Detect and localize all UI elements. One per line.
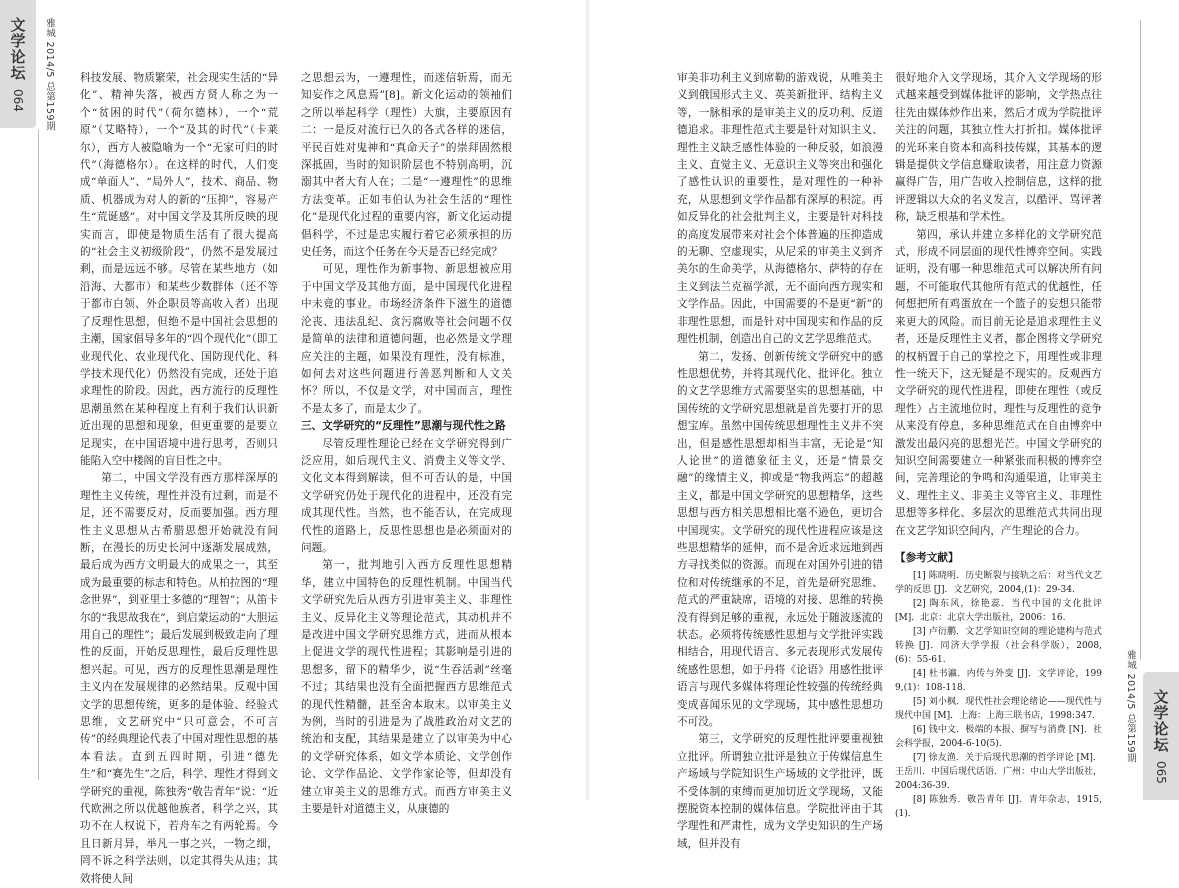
paragraph: 科技发展、物质繁荣，社会现实生活的“异化”、精神失落，被西方贤人称之为一个“贫困的时代”（荷尔德林），一个“荒原”（艾略特），一个“及其的时代”（卡莱尔），西方人被隐喻为一个“无家可归的时代”（海德格尔）。在这样的时代，人们变成“单面人”、“局外人”，技术、商品、物质、机器成为对人的新的“压抑”，容易产生“荒诞感”。对中国文学及其所反映的现实而言，即使是物质生活有了很大提高的“社会主义初级阶段”，仍然不是发展过剩，而是远远不够。尽管在某些地方（如沿海、大都市）和某些少数群体（还不等于都市白领、外企职员等高收入者）出现了反理性思想，但绝不是中国社会思想的主潮，国家倡导多年的“四个现代化”（即工业现代化、农业现代化、国防现代化、科学技术现代化）仍然没有完成，还处于追求理性的阶段。因此，西方流行的反理性思潮虽然在某种程度上有利于我们认识新近出现的思想和现象，但更重要的是要立足现实，在中国语境中进行思考，否则只能陷入空中楼阁的盲目性之中。	[80, 72, 278, 467]
journal-title: 文学论坛	[1151, 688, 1170, 753]
paragraph: 之思想云为，一遵理性，而迷信斩焉，而无知妄作之风息焉”[8]。新文化运动的领袖们之所以举起科学（理性）大旗，主要原因有二：一是反对流行已久的各式各样的迷信，平民百姓对鬼神和“真命天子”的崇拜固然根深抵固，当时的知识阶层也不特别高明，沉溺其中者大有人在；二是“一遵理性”的思维方法变革。正如韦伯认为社会生活的“理性化”是现代化过程的重要内容，新文化运动提倡科学，不过是忠实履行着它必须承担的历史任务，而这个任务在今天是否已经完成？	[301, 72, 512, 259]
journal-title: 文学论坛	[8, 16, 27, 81]
reference-item: [1] 陈晓明．历史断裂与接轨之后：对当代文艺学的反思 [J]．文艺研究，2004,(1)：29-34.	[895, 571, 1102, 596]
side-divider	[1140, 20, 1141, 660]
paragraph: 审美非功利主义到席勒的游戏说，从唯美主义到俄国形式主义、英美新批评、结构主义等，一脉相承的是审美主义的反功利、反道德追求。非理性范式主要是针对知识主义、理性主义缺乏感性体验的一种反驳，如浪漫主义、直觉主义、无意识主义等突出和强化了感性认识的重要性，是对理性的一种补充，从思想到文学作品都有深厚的积淀。再如反异化的社会批判主义，主要是针对科技的高度发展带来对社会个体普遍的压抑造成的无聊、空虚现实，从尼采的审美主义到齐美尔的生命美学，从海德格尔、萨特的存在主义到法兰克福学派，无不面向西方现实和文学作品。因此，中国需要的不是更“新”的非理性思想，而是针对中国现实和作品的反理性机制，创造出自己的文艺学思维范式。	[677, 72, 883, 346]
side-divider	[38, 130, 39, 780]
reference-item: [8] 陈独秀．敬告青年 [J]．青年杂志，1915,(1).	[895, 795, 1102, 820]
reference-item: [7] 徐友渔．关于后现代思潮的哲学评论 [M]．王岳川．中国后现代话语．广州：中山大学出版社，2004:36-39.	[895, 753, 1103, 792]
page-number: 065	[1154, 760, 1168, 784]
text-column-3	[677, 70, 883, 853]
paragraph: 第四，承认并建立多样化的文学研究范式，形成不同层面的现代性博弈空间。实践证明，没有哪一种思维范式可以解决所有问题，不可能取代其他所有范式的优越性，任何想把所有鸡蛋放在一个篮子的妄想只能带来更大的风险。而目前无论是追求理性主义者，还是反理性主义者，都企图将文学研究的权柄置于自己的掌控之下，用理性或非理性一统天下，这无疑是不现实的。反观西方文学研究的现代性进程，即使在理性（或反理性）占主流地位时，理性与反理性的竞争从来没有停息，多种思维范式在自由博弈中激发出最闪亮的思想光芒。中国文学研究的知识空间需要建立一种紧张而积极的博弈空间，完善理论的争鸣和沟通渠道，让审美主义、理性主义、非美主义等官主义、非理性思想等多样化、多层次的思维范式共同出现在文艺学知识空间内，产生理论的合力。	[895, 228, 1102, 537]
issue-line	[1123, 650, 1137, 763]
paragraph: 第二，中国文学没有西方那样深厚的理性主义传统，理性并没有过剩，而是不足，还不需要反对，反而要加强。西方理性主义思想从古希腊思想开始就没有间断，在漫长的历史长河中逐渐发展成熟，最后成为西方文明最大的成果之一，其至成为最重要的标志和特色。从柏拉图的“理念世界”，到亚里士多德的“理智”；从笛卡尔的“我思故我在”，到启蒙运动的“大胆运用自己的理性”；最后发展到极致走向了理性的反面，开始反思理性，最后反理性思想兴起。可见，西方的反理性思潮是理性主义内在发展规律的必然结果。反观中国文学的思想传统，更多的是体验、经验式思维，文艺研究中“只可意会，不可言传”的经典理论代表了中国对理性思想的基本看法。直到五四时期，引进“德先生”和“赛先生”之后，科学、理性才得到文学研究的重视，陈独秀“敬告青年”说：“近代欧洲之所以优越他族者，科学之兴，其功不在人权说下，若舟车之有两轮焉。今且日新月异，举凡一事之兴，一物之细，罔不诉之科学法则，以定其得失从违；其效将使人间	[80, 472, 278, 885]
issue-text: 2014/5 总第159期	[44, 41, 55, 132]
text-column-2	[301, 70, 512, 818]
reference-item: [2] 陶东风，徐艳蕊．当代中国的文化批评 [M]．北京：北京大学出版社，2006：16.	[895, 599, 1102, 624]
issue-text: 2014/5 总第159期	[1125, 673, 1136, 764]
journal-tab	[0, 0, 36, 128]
paragraph: 很好地介入文学现场，其介入文学现场的形式越来越受到媒体批评的影响，文学热点往往先由媒体炒作出来，然后才成为学院批评关注的问题，其独立性大打折扣。媒体批评的光环来自资本和高科技传媒，其基本的逻辑是提供文学信息赚取读者，用注意力资源赢得广告，用广告收入控制信息，这样的批评逻辑以大众的名义发言，以酷评、骂评著称，缺乏根基和学术性。	[895, 72, 1102, 224]
paragraph: 第二，发扬、创新传统文学研究中的感性思想优势，并将其现代化、批评化。独立的文艺学思维方式需要坚实的思想基础，中国传统的文学研究思想就是首先要打开的思想宝库。虽然中国传统思想理性主义并不突出，但是感性思想却相当丰富，无论是“知人论世”的道德象征主义，还是“情景交融”的缘情主义，抑或是“物我两忘”的超越主义，都是中国文学研究的思想精华，这些思想与西方相关思想相比毫不逊色，更切合中国现实。文学研究的现代性进程应该是这些思想精华的延伸，而不是舍近求远地到西方寻找类似的资源。而现在对国外引进的错位和对传统继承的不足，首先是研究思维、范式的严重缺席，语境的对接、思维的转换没有得到足够的重视，永远处于随波逐流的状态。必须将传统感性思想与文学批评实践相结合，用现代语言、多元表现形式发展传统感性思想，如于丹将《论语》用感性批评语言与现代多媒体将理论性较强的传统经典变成喜闻乐见的文学现场，其中感性思想功不可没。	[677, 350, 883, 729]
paragraph: 尽管反理性理论已经在文学研究得到广泛应用，如后现代主义、消费主义等文学、文化文本得到解读，但不可否认的是，中国文学研究仍处于现代化的进程中，还没有完成其现代性。当然，也不能否认，在完成现代性的道路上，反思性思想也是必须面对的问题。	[301, 437, 512, 554]
left-page	[0, 0, 588, 885]
section-heading: 三、文学研究的“反理性”思潮与现代性之路	[301, 420, 506, 433]
reference-item: [6] 钱中文．极端的本报、摒写与消费 [N]．社会科学报，2004-6-10(5).	[895, 725, 1102, 750]
issue-line	[42, 18, 56, 131]
publisher-prefix: 雅城	[1125, 650, 1136, 670]
references-heading: 【参考文献】	[895, 551, 959, 564]
reference-item: [3] 卢衍鹏．文艺学知识空间的理论建构与范式转换 [J]．同济大学学报（社会科学版），2008,(6)：55-61.	[895, 627, 1102, 666]
page-number: 064	[11, 88, 25, 112]
left-side-tab	[0, 0, 60, 800]
paragraph: 第一，批判地引入西方反理性思想精华，建立中国特色的反理性机制。中国当代文学研究先后从西方引进审美主义、非理性主义、反异化主义等理论范式，其动机并不是改进中国文学研究思维方式，进而从根本上促进文学的现代性进程；其影响是引进的思想多，留下的精华少，说“生吞活剥”丝毫不过；其结果也没有全面把握西方思维范式的现代性精髓，甚至舍本取末。以审美主义为例，当时的引进是为了战胜政治对文艺的统治和支配，其结果是建立了以审美为中心的文学研究体系，如文学本质论、文学创作论、文学作品论、文学作家论等，但却没有建立审美主义的思维方式。而西方审美主义主要是针对道德主义，从康德的	[301, 559, 512, 816]
text-column-1	[80, 70, 278, 888]
right-side-tab	[1119, 0, 1179, 800]
text-column-4	[895, 70, 1102, 821]
reference-item: [4] 杜书瀛．内传与外变 [J]．文学评论，1999,(1)：108-118.	[895, 669, 1102, 694]
journal-tab	[1143, 672, 1179, 800]
reference-item: [5] 刘小枫．现代性社会理论绪论——现代性与现代中国 [M]．上海：上海三联书店，1998:347.	[895, 697, 1102, 722]
paragraph: 第三，文学研究的反理性批评要重视独立批评。所谓独立批评是独立于传媒信息生产场域与学院知识生产场域的文学批评，既不受体制的束缚而更加切近文学现场，又能摆脱资本控制的媒体信息。学院批评由于其学理性和严肃性，成为文学史知识的生产场域，但并没有	[677, 733, 883, 850]
publisher-prefix: 雅城	[44, 18, 55, 38]
paragraph: 可见，理性作为新事物、新思想被应用于中国文学及其他方面，是中国现代化进程中未竟的事业。市场经济条件下滋生的道德沦丧、违法乱纪、贪污腐败等社会问题不仅是简单的法律和道德问题，也必然是文学理应关注的主题，如果没有理性，没有标准，如何去对这些问题进行善恶判断和人文关怀？所以，不仅是文学，对中国而言，理性不是太多了，而是太少了。	[301, 263, 512, 415]
